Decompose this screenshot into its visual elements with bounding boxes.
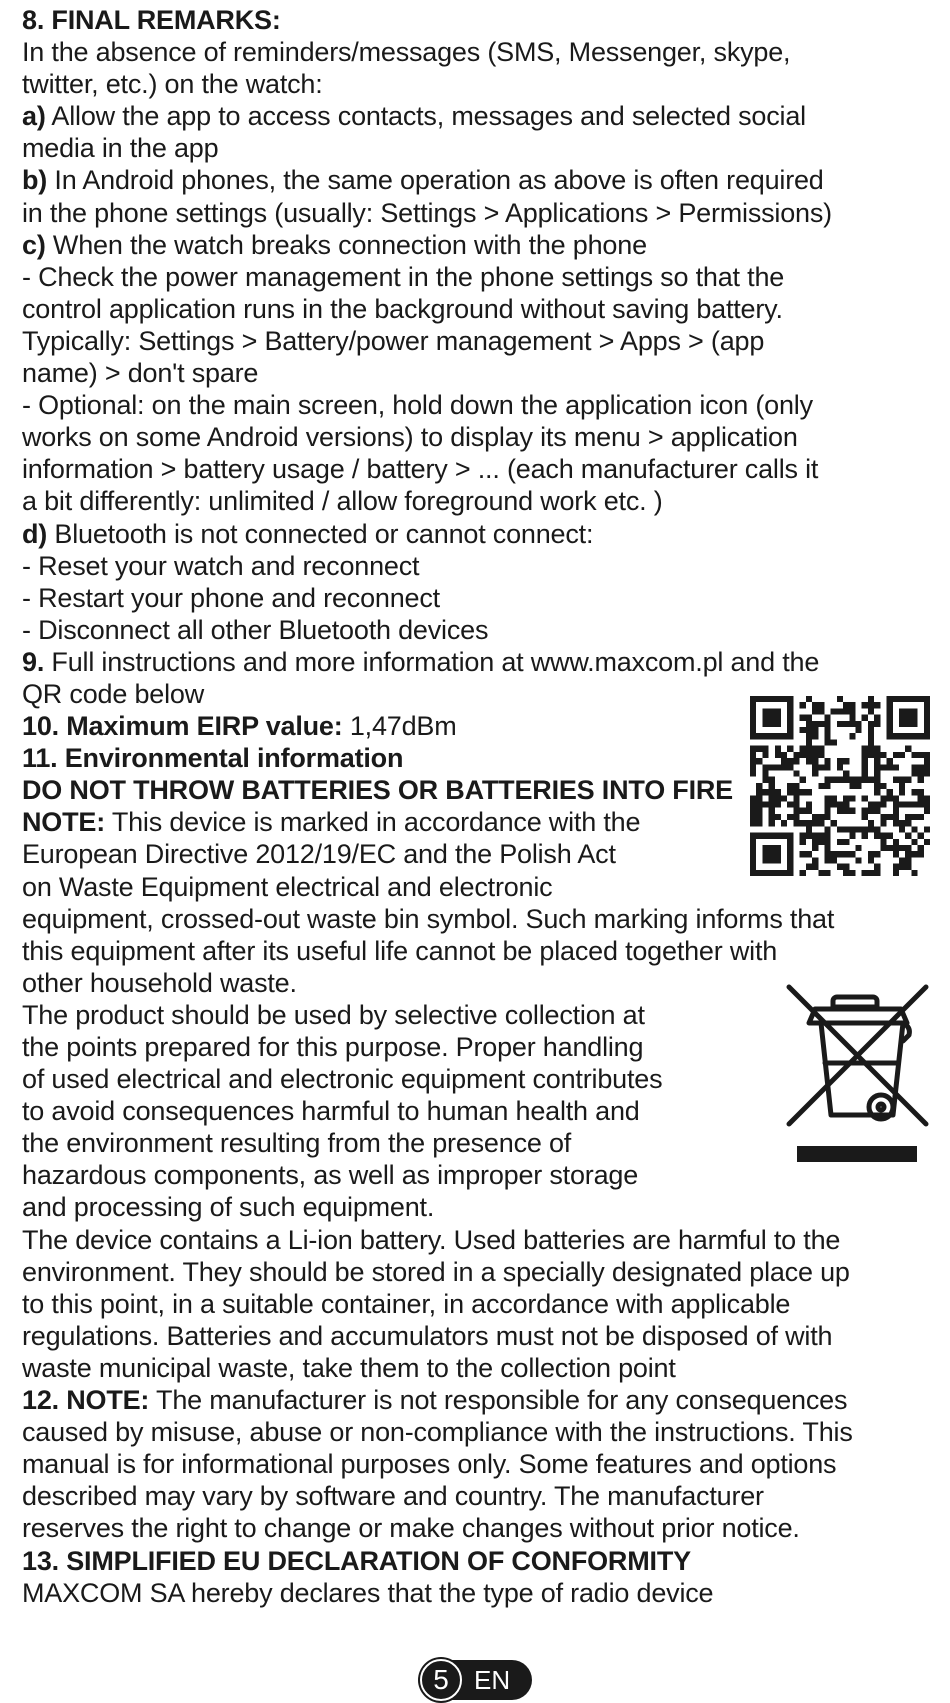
note-line: other household waste. [22, 967, 297, 998]
item-c-line: works on some Android versions) to display its menu > application [22, 422, 798, 453]
item-b-line: in the phone settings (usually: Settings > Applications > Permissions) [22, 197, 832, 228]
note-line: this equipment after its useful life cannot be placed together with [22, 935, 778, 966]
section-12-line: reserves the right to change or make changes without prior notice. [22, 1513, 800, 1544]
battery-line: to this point, in a suitable container, in accordance with applicable [22, 1288, 791, 1319]
battery-line: environment. They should be stored in a specially designated place up [22, 1256, 850, 1287]
item-b-text: In Android phones, the same operation as above is often required [47, 165, 824, 196]
section-9-line: QR code below [22, 678, 204, 709]
item-a-line: media in the app [22, 133, 219, 164]
battery-line: regulations. Batteries and accumulators must not be disposed of with [22, 1320, 833, 1351]
note-text: This device is marked in accordance with the [105, 807, 641, 838]
item-d-text: Bluetooth is not connected or cannot connect: [47, 518, 594, 549]
page-number: 5 [420, 1659, 462, 1701]
section-8-heading: 8. FINAL REMARKS: [22, 5, 281, 35]
eirp-label: 10. Maximum EIRP value: [22, 711, 343, 742]
qr-code-icon [750, 696, 930, 876]
product-line: to avoid consequences harmful to human health and [22, 1096, 640, 1127]
item-c [22, 229, 932, 261]
battery-line: waste municipal waste, take them to the collection point [22, 1352, 676, 1383]
product-line: the environment resulting from the presence of [22, 1128, 572, 1159]
crossed-out-wheelie-bin-icon [785, 983, 930, 1173]
section-8-intro-line: In the absence of reminders/messages (SMS, Messenger, skype, [22, 37, 791, 68]
product-line: hazardous components, as well as improper storage [22, 1160, 639, 1191]
product-line: The product should be used by selective collection at [22, 999, 645, 1030]
section-12-line: caused by misuse, abuse or non-compliance with the instructions. This [22, 1417, 853, 1448]
item-a [22, 100, 932, 132]
item-b [22, 164, 932, 196]
item-d-line: - Disconnect all other Bluetooth devices [22, 614, 489, 645]
section-9 [22, 646, 932, 678]
battery-line: The device contains a Li-ion battery. Used batteries are harmful to the [22, 1224, 841, 1255]
section-13-heading: 13. SIMPLIFIED EU DECLARATION OF CONFORMITY [22, 1545, 691, 1576]
item-c-line: - Optional: on the main screen, hold down the application icon (only [22, 390, 813, 421]
section-11-heading: 11. Environmental information [22, 743, 404, 774]
section-13-line: MAXCOM SA hereby declares that the type of radio device [22, 1577, 714, 1608]
item-b-label: b) [22, 165, 48, 196]
section-12-label: 12. NOTE: [22, 1385, 150, 1416]
item-a-label: a) [22, 101, 46, 132]
product-line: of used electrical and electronic equipment contributes [22, 1064, 663, 1095]
section-12-line: manual is for informational purposes only. Some features and options [22, 1449, 837, 1480]
section-12-line: described may vary by software and country. The manufacturer [22, 1481, 764, 1512]
item-c-line: - Check the power management in the phone settings so that the [22, 261, 785, 292]
section-9-text: Full instructions and more information at www.maxcom.pl and the [44, 646, 820, 677]
item-c-line: control application runs in the background without saving battery. [22, 293, 783, 324]
section-8-intro-line: twitter, etc.) on the watch: [22, 69, 323, 100]
product-line: and processing of such equipment. [22, 1192, 435, 1223]
note-line: European Directive 2012/19/EC and the Polish Act [22, 839, 616, 870]
note-line: equipment, crossed-out waste bin symbol. Such marking informs that [22, 903, 835, 934]
note-line: on Waste Equipment electrical and electronic [22, 871, 553, 902]
section-9-label: 9. [22, 646, 45, 677]
battery-fire-warning: DO NOT THROW BATTERIES OR BATTERIES INTO FIRE [22, 775, 733, 806]
item-d-line: - Restart your phone and reconnect [22, 582, 440, 613]
product-line: the points prepared for this purpose. Proper handling [22, 1032, 644, 1062]
item-d-line: - Reset your watch and reconnect [22, 550, 420, 581]
item-c-line: Typically: Settings > Battery/power management > Apps > (app [22, 325, 765, 356]
language-tag: EN [448, 1660, 532, 1700]
item-d [22, 518, 932, 550]
section-12 [22, 1384, 932, 1416]
item-a-text: Allow the app to access contacts, messages and selected social [45, 101, 806, 132]
item-c-label: c) [22, 229, 46, 260]
note-label: NOTE: [22, 807, 105, 838]
section-12-text: The manufacturer is not responsible for any consequences [149, 1385, 848, 1416]
item-c-line: a bit differently: unlimited / allow foreground work etc. ) [22, 486, 663, 517]
page-footer [420, 1660, 532, 1700]
item-c-text: When the watch breaks connection with the phone [45, 229, 647, 260]
eirp-value: 1,47dBm [342, 711, 457, 742]
item-c-line: name) > don't spare [22, 358, 259, 389]
item-d-label: d) [22, 518, 48, 549]
item-c-line: information > battery usage / battery > ... (each manufacturer calls it [22, 454, 819, 485]
